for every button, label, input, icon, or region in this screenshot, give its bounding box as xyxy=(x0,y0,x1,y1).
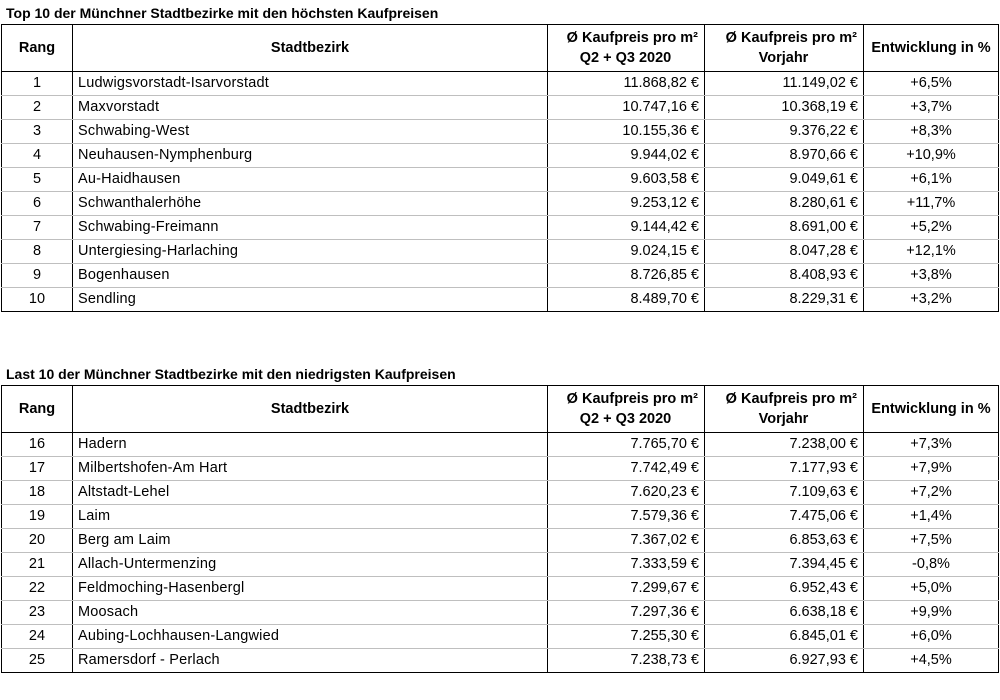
prev-price-cell: 7.177,93 € xyxy=(705,457,864,481)
price-cell: 7.299,67 € xyxy=(548,577,705,601)
table-row xyxy=(2,601,999,625)
prev-price-cell: 6.845,01 € xyxy=(705,625,864,649)
table-row xyxy=(2,457,999,481)
table-row xyxy=(2,433,999,457)
price-cell: 9.024,15 € xyxy=(548,240,705,264)
development-cell: +7,9% xyxy=(864,457,999,481)
development-cell: +6,1% xyxy=(864,168,999,192)
district-cell: Untergiesing-Harlaching xyxy=(73,240,548,264)
district-cell: Au-Haidhausen xyxy=(73,168,548,192)
prev-price-cell: 6.952,43 € xyxy=(705,577,864,601)
rank-cell: 18 xyxy=(2,481,73,505)
rank-cell: 6 xyxy=(2,192,73,216)
table-row xyxy=(2,144,999,168)
rank-cell: 5 xyxy=(2,168,73,192)
development-cell: +7,2% xyxy=(864,481,999,505)
prev-price-cell: 9.049,61 € xyxy=(705,168,864,192)
district-cell: Ludwigsvorstadt-Isarvorstadt xyxy=(73,72,548,96)
top10-title: Top 10 der Münchner Stadtbezirke mit den höchsten Kaufpreisen xyxy=(6,5,439,21)
prev-price-cell: 10.368,19 € xyxy=(705,96,864,120)
development-cell: +6,5% xyxy=(864,72,999,96)
development-cell: +7,5% xyxy=(864,529,999,553)
prev-price-cell: 11.149,02 € xyxy=(705,72,864,96)
top10-table xyxy=(1,24,999,312)
district-cell: Schwabing-West xyxy=(73,120,548,144)
table-row xyxy=(2,168,999,192)
price-cell: 11.868,82 € xyxy=(548,72,705,96)
prev-price-cell: 7.109,63 € xyxy=(705,481,864,505)
header-price-line2: Q2 + Q3 2020 xyxy=(579,50,672,66)
rank-cell: 22 xyxy=(2,577,73,601)
rank-cell: 3 xyxy=(2,120,73,144)
prev-price-cell: 8.691,00 € xyxy=(705,216,864,240)
development-cell: +1,4% xyxy=(864,505,999,529)
price-cell: 7.579,36 € xyxy=(548,505,705,529)
last10-table xyxy=(1,385,999,673)
header-price xyxy=(548,25,705,72)
rank-cell: 16 xyxy=(2,433,73,457)
header-prev xyxy=(705,386,864,433)
district-cell: Schwabing-Freimann xyxy=(73,216,548,240)
price-cell: 7.620,23 € xyxy=(548,481,705,505)
price-cell: 7.367,02 € xyxy=(548,529,705,553)
development-cell: +3,7% xyxy=(864,96,999,120)
prev-price-cell: 8.229,31 € xyxy=(705,288,864,312)
rank-cell: 24 xyxy=(2,625,73,649)
price-cell: 7.297,36 € xyxy=(548,601,705,625)
district-cell: Berg am Laim xyxy=(73,529,548,553)
price-cell: 7.255,30 € xyxy=(548,625,705,649)
rank-cell: 8 xyxy=(2,240,73,264)
table-header-row xyxy=(2,386,999,433)
development-cell: +9,9% xyxy=(864,601,999,625)
prev-price-cell: 9.376,22 € xyxy=(705,120,864,144)
header-price-line1: Ø Kaufpreis pro m² xyxy=(566,30,698,46)
table-row xyxy=(2,553,999,577)
rank-cell: 23 xyxy=(2,601,73,625)
district-cell: Neuhausen-Nymphenburg xyxy=(73,144,548,168)
price-cell: 10.747,16 € xyxy=(548,96,705,120)
prev-price-cell: 8.970,66 € xyxy=(705,144,864,168)
price-cell: 7.742,49 € xyxy=(548,457,705,481)
last10-body xyxy=(2,433,999,673)
table-row xyxy=(2,505,999,529)
prev-price-cell: 6.853,63 € xyxy=(705,529,864,553)
district-cell: Altstadt-Lehel xyxy=(73,481,548,505)
table-row xyxy=(2,481,999,505)
development-cell: +5,2% xyxy=(864,216,999,240)
prev-price-cell: 8.408,93 € xyxy=(705,264,864,288)
header-prev-line1: Ø Kaufpreis pro m² xyxy=(725,391,857,407)
price-cell: 8.489,70 € xyxy=(548,288,705,312)
development-cell: +11,7% xyxy=(864,192,999,216)
table-row xyxy=(2,625,999,649)
development-cell: +10,9% xyxy=(864,144,999,168)
development-cell: -0,8% xyxy=(864,553,999,577)
rank-cell: 7 xyxy=(2,216,73,240)
development-cell: +3,2% xyxy=(864,288,999,312)
price-cell: 7.765,70 € xyxy=(548,433,705,457)
district-cell: Ramersdorf - Perlach xyxy=(73,649,548,673)
rank-cell: 4 xyxy=(2,144,73,168)
table-row xyxy=(2,264,999,288)
development-cell: +5,0% xyxy=(864,577,999,601)
prev-price-cell: 7.394,45 € xyxy=(705,553,864,577)
table-row xyxy=(2,288,999,312)
table-row xyxy=(2,72,999,96)
table-row xyxy=(2,529,999,553)
price-cell: 7.238,73 € xyxy=(548,649,705,673)
district-cell: Laim xyxy=(73,505,548,529)
rank-cell: 1 xyxy=(2,72,73,96)
rank-cell: 19 xyxy=(2,505,73,529)
district-cell: Maxvorstadt xyxy=(73,96,548,120)
rank-cell: 20 xyxy=(2,529,73,553)
rank-cell: 9 xyxy=(2,264,73,288)
header-price-line1: Ø Kaufpreis pro m² xyxy=(566,391,698,407)
district-cell: Aubing-Lochhausen-Langwied xyxy=(73,625,548,649)
rank-cell: 25 xyxy=(2,649,73,673)
development-cell: +6,0% xyxy=(864,625,999,649)
price-cell: 8.726,85 € xyxy=(548,264,705,288)
table-row xyxy=(2,577,999,601)
header-development: Entwicklung in % xyxy=(864,386,999,433)
header-district: Stadtbezirk xyxy=(73,386,548,433)
table-row xyxy=(2,240,999,264)
table-row xyxy=(2,96,999,120)
district-cell: Allach-Untermenzing xyxy=(73,553,548,577)
price-cell: 9.944,02 € xyxy=(548,144,705,168)
table-header-row xyxy=(2,25,999,72)
development-cell: +8,3% xyxy=(864,120,999,144)
district-cell: Feldmoching-Hasenbergl xyxy=(73,577,548,601)
rank-cell: 21 xyxy=(2,553,73,577)
prev-price-cell: 7.475,06 € xyxy=(705,505,864,529)
header-prev-line1: Ø Kaufpreis pro m² xyxy=(725,30,857,46)
table-row xyxy=(2,216,999,240)
price-cell: 9.603,58 € xyxy=(548,168,705,192)
table-row xyxy=(2,120,999,144)
price-cell: 7.333,59 € xyxy=(548,553,705,577)
header-price xyxy=(548,386,705,433)
prev-price-cell: 8.047,28 € xyxy=(705,240,864,264)
district-cell: Bogenhausen xyxy=(73,264,548,288)
header-rank: Rang xyxy=(2,25,73,72)
district-cell: Schwanthalerhöhe xyxy=(73,192,548,216)
header-price-line2: Q2 + Q3 2020 xyxy=(579,411,672,427)
price-cell: 9.253,12 € xyxy=(548,192,705,216)
rank-cell: 10 xyxy=(2,288,73,312)
district-cell: Milbertshofen-Am Hart xyxy=(73,457,548,481)
price-cell: 10.155,36 € xyxy=(548,120,705,144)
table-row xyxy=(2,649,999,673)
top10-body xyxy=(2,72,999,312)
table-row xyxy=(2,192,999,216)
header-prev xyxy=(705,25,864,72)
rank-cell: 17 xyxy=(2,457,73,481)
last10-title: Last 10 der Münchner Stadtbezirke mit den niedrigsten Kaufpreisen xyxy=(6,366,456,382)
prev-price-cell: 6.638,18 € xyxy=(705,601,864,625)
price-cell: 9.144,42 € xyxy=(548,216,705,240)
development-cell: +7,3% xyxy=(864,433,999,457)
development-cell: +12,1% xyxy=(864,240,999,264)
district-cell: Hadern xyxy=(73,433,548,457)
district-cell: Sendling xyxy=(73,288,548,312)
header-prev-line2: Vorjahr xyxy=(758,50,809,66)
prev-price-cell: 6.927,93 € xyxy=(705,649,864,673)
district-cell: Moosach xyxy=(73,601,548,625)
rank-cell: 2 xyxy=(2,96,73,120)
header-district: Stadtbezirk xyxy=(73,25,548,72)
header-prev-line2: Vorjahr xyxy=(758,411,809,427)
prev-price-cell: 7.238,00 € xyxy=(705,433,864,457)
prev-price-cell: 8.280,61 € xyxy=(705,192,864,216)
header-development: Entwicklung in % xyxy=(864,25,999,72)
development-cell: +3,8% xyxy=(864,264,999,288)
development-cell: +4,5% xyxy=(864,649,999,673)
header-rank: Rang xyxy=(2,386,73,433)
